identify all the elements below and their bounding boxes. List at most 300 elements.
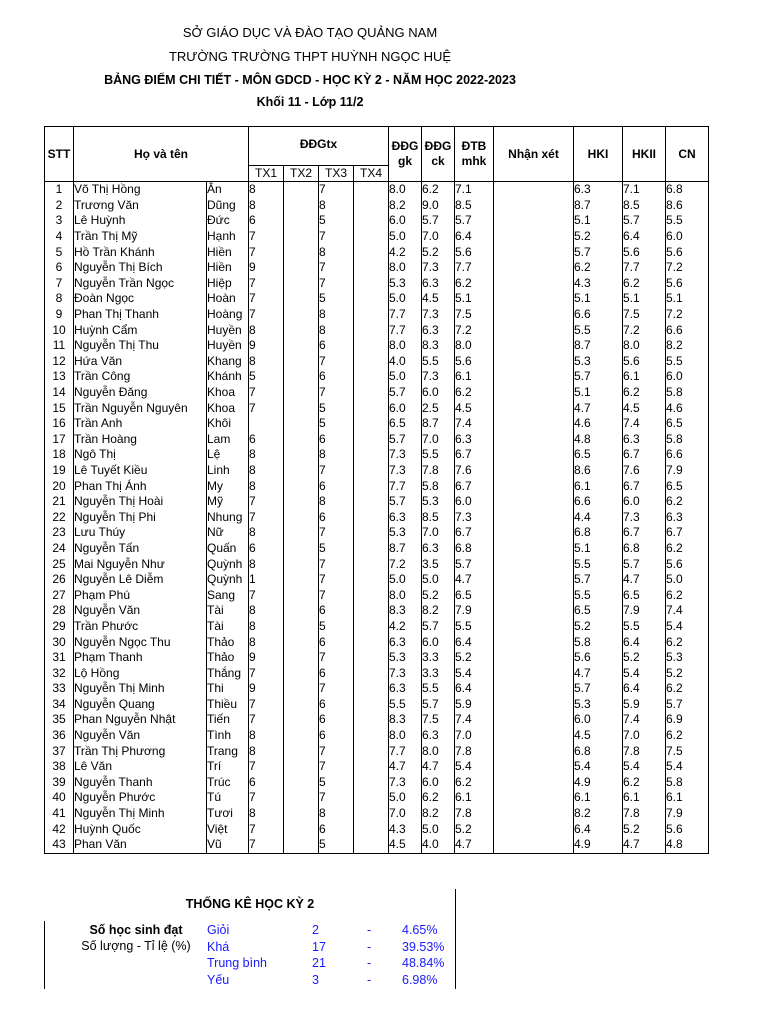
table-row <box>45 244 709 260</box>
tx4-cell <box>354 712 389 728</box>
given-name-cell: Việt <box>207 821 249 837</box>
hkii-cell: 5.7 <box>623 556 666 572</box>
tx2-cell <box>284 509 319 525</box>
tx2-cell <box>284 759 319 775</box>
tx1-cell: 7 <box>249 697 284 713</box>
ddg-ck-cell: 5.5 <box>422 354 455 370</box>
hki-cell: 6.2 <box>574 260 623 276</box>
hki-cell: 8.6 <box>574 463 623 479</box>
ddg-gk-cell: 5.3 <box>389 650 422 666</box>
ddg-gk-cell: 5.3 <box>389 525 422 541</box>
surname-cell: Nguyễn Lê Diễm <box>74 572 207 588</box>
hkii-cell: 5.2 <box>623 821 666 837</box>
header-ddgtx: ĐĐGtx <box>249 127 389 166</box>
tx1-cell: 7 <box>249 665 284 681</box>
dtb-cell: 7.6 <box>455 463 494 479</box>
table-row <box>45 291 709 307</box>
hki-cell: 4.3 <box>574 276 623 292</box>
hki-cell: 5.2 <box>574 229 623 245</box>
ddg-gk-cell: 6.3 <box>389 509 422 525</box>
ddg-gk-cell: 8.2 <box>389 198 422 214</box>
hkii-cell: 7.4 <box>623 712 666 728</box>
table-row <box>45 541 709 557</box>
ddg-gk-cell: 6.0 <box>389 400 422 416</box>
tx4-cell <box>354 369 389 385</box>
given-name-cell: Mỹ <box>207 494 249 510</box>
cn-cell: 6.5 <box>666 478 709 494</box>
dtb-cell: 6.7 <box>455 478 494 494</box>
tx3-cell: 6 <box>319 509 354 525</box>
hki-cell: 5.7 <box>574 369 623 385</box>
tx4-cell <box>354 775 389 791</box>
ddg-gk-cell: 8.0 <box>389 587 422 603</box>
stats-rank: Khá <box>207 939 230 954</box>
hki-cell: 5.7 <box>574 244 623 260</box>
given-name-cell: Hiền <box>207 260 249 276</box>
given-name-cell: Hạnh <box>207 229 249 245</box>
table-row <box>45 213 709 229</box>
dtb-cell: 5.7 <box>455 213 494 229</box>
nhan-xet-cell <box>494 619 574 635</box>
ddg-gk-cell: 4.0 <box>389 354 422 370</box>
tx4-cell <box>354 821 389 837</box>
ddg-ck-cell: 8.3 <box>422 338 455 354</box>
given-name-cell: Quỳnh <box>207 556 249 572</box>
stt-cell: 15 <box>45 400 74 416</box>
ddg-ck-cell: 5.7 <box>422 697 455 713</box>
stt-cell: 18 <box>45 447 74 463</box>
cn-cell: 5.4 <box>666 759 709 775</box>
nhan-xet-cell <box>494 650 574 666</box>
tx3-cell: 7 <box>319 743 354 759</box>
ddg-gk-cell: 4.2 <box>389 244 422 260</box>
ddg-ck-cell: 6.2 <box>422 790 455 806</box>
dtb-cell: 7.7 <box>455 260 494 276</box>
hkii-cell: 5.1 <box>623 291 666 307</box>
given-name-cell: Thắng <box>207 665 249 681</box>
tx3-cell: 7 <box>319 650 354 666</box>
tx4-cell <box>354 307 389 323</box>
cn-cell: 7.2 <box>666 260 709 276</box>
ddg-gk-cell: 7.7 <box>389 478 422 494</box>
stt-cell: 24 <box>45 541 74 557</box>
ddg-ck-cell: 5.0 <box>422 821 455 837</box>
stt-cell: 29 <box>45 619 74 635</box>
nhan-xet-cell <box>494 665 574 681</box>
ddg-gk-cell: 7.3 <box>389 775 422 791</box>
header-tx3: TX3 <box>319 166 354 182</box>
hki-cell: 5.3 <box>574 697 623 713</box>
table-row <box>45 494 709 510</box>
tx3-cell: 7 <box>319 385 354 401</box>
ddg-ck-cell: 6.3 <box>422 276 455 292</box>
ddg-gk-cell: 5.3 <box>389 276 422 292</box>
stt-cell: 37 <box>45 743 74 759</box>
tx2-cell <box>284 198 319 214</box>
given-name-cell: Huyền <box>207 322 249 338</box>
stt-cell: 30 <box>45 634 74 650</box>
nhan-xet-cell <box>494 354 574 370</box>
nhan-xet-cell <box>494 572 574 588</box>
hki-cell: 4.7 <box>574 665 623 681</box>
tx4-cell <box>354 463 389 479</box>
hki-cell: 6.5 <box>574 447 623 463</box>
table-row <box>45 759 709 775</box>
tx3-cell: 7 <box>319 525 354 541</box>
given-name-cell: Hoàn <box>207 291 249 307</box>
tx3-cell: 8 <box>319 307 354 323</box>
tx3-cell: 5 <box>319 400 354 416</box>
table-row <box>45 478 709 494</box>
cn-cell: 5.0 <box>666 572 709 588</box>
tx4-cell <box>354 541 389 557</box>
tx4-cell <box>354 432 389 448</box>
table-row <box>45 322 709 338</box>
hkii-cell: 6.5 <box>623 587 666 603</box>
tx4-cell <box>354 619 389 635</box>
stats-title: THỐNG KÊ HỌC KỲ 2 <box>185 897 315 911</box>
tx4-cell <box>354 697 389 713</box>
stats-dash: - <box>367 956 372 970</box>
surname-cell: Trần Anh <box>74 416 207 432</box>
surname-cell: Phan Nguyễn Nhật <box>74 712 207 728</box>
stt-cell: 4 <box>45 229 74 245</box>
tx3-cell: 7 <box>319 260 354 276</box>
stt-cell: 33 <box>45 681 74 697</box>
dtb-cell: 5.4 <box>455 665 494 681</box>
surname-cell: Nguyễn Thị Bích <box>74 260 207 276</box>
ddg-gk-cell: 8.3 <box>389 603 422 619</box>
tx3-cell: 8 <box>319 806 354 822</box>
surname-cell: Nguyễn Trần Ngọc <box>74 276 207 292</box>
nhan-xet-cell <box>494 369 574 385</box>
ddg-gk-cell: 4.2 <box>389 619 422 635</box>
tx4-cell <box>354 759 389 775</box>
cn-cell: 6.2 <box>666 541 709 557</box>
surname-cell: Mai Nguyễn Như <box>74 556 207 572</box>
ddg-gk-cell: 6.3 <box>389 681 422 697</box>
nhan-xet-cell <box>494 198 574 214</box>
tx2-cell <box>284 572 319 588</box>
ddg-ck-cell: 7.3 <box>422 260 455 276</box>
surname-cell: Trần Công <box>74 369 207 385</box>
dtb-cell: 6.3 <box>455 432 494 448</box>
header-tx4: TX4 <box>354 166 389 182</box>
tx2-cell <box>284 260 319 276</box>
table-row <box>45 712 709 728</box>
surname-cell: Nguyễn Thanh <box>74 775 207 791</box>
dtb-cell: 7.0 <box>455 728 494 744</box>
tx3-cell: 7 <box>319 276 354 292</box>
ddg-ck-cell: 4.0 <box>422 837 455 853</box>
hki-cell: 6.6 <box>574 494 623 510</box>
stats-pct: 6.98% <box>402 972 438 987</box>
nhan-xet-cell <box>494 634 574 650</box>
tx2-cell <box>284 603 319 619</box>
cn-cell: 6.2 <box>666 681 709 697</box>
tx2-cell <box>284 775 319 791</box>
nhan-xet-cell <box>494 463 574 479</box>
stt-cell: 3 <box>45 213 74 229</box>
tx1-cell: 8 <box>249 525 284 541</box>
tx4-cell <box>354 665 389 681</box>
hki-cell: 5.5 <box>574 587 623 603</box>
dtb-cell: 6.7 <box>455 525 494 541</box>
table-row <box>45 837 709 853</box>
hki-cell: 8.7 <box>574 338 623 354</box>
surname-cell: Phan Thị Ánh <box>74 478 207 494</box>
hki-cell: 6.3 <box>574 182 623 198</box>
ddg-ck-cell: 2.5 <box>422 400 455 416</box>
surname-cell: Nguyễn Thị Minh <box>74 681 207 697</box>
tx4-cell <box>354 603 389 619</box>
tx2-cell <box>284 447 319 463</box>
cn-cell: 7.5 <box>666 743 709 759</box>
dtb-cell: 6.5 <box>455 587 494 603</box>
tx1-cell: 8 <box>249 634 284 650</box>
table-row <box>45 229 709 245</box>
hki-cell: 4.9 <box>574 837 623 853</box>
stt-cell: 8 <box>45 291 74 307</box>
tx2-cell <box>284 400 319 416</box>
ddg-gk-cell: 7.7 <box>389 322 422 338</box>
tx2-cell <box>284 650 319 666</box>
table-row <box>45 619 709 635</box>
hkii-cell: 7.4 <box>623 416 666 432</box>
surname-cell: Nguyễn Thị Minh <box>74 806 207 822</box>
tx1-cell: 7 <box>249 307 284 323</box>
tx2-cell <box>284 587 319 603</box>
stats-rank: Giỏi <box>207 923 230 937</box>
dtb-cell: 7.8 <box>455 806 494 822</box>
header-title: BẢNG ĐIỂM CHI TIẾT - MÔN GDCD - HỌC KỲ 2 - NĂM HỌC 2022-2023 <box>104 73 516 87</box>
header-department: SỞ GIÁO DỤC VÀ ĐÀO TẠO QUẢNG NAM <box>182 25 438 40</box>
tx1-cell: 7 <box>249 291 284 307</box>
hki-cell: 5.5 <box>574 556 623 572</box>
cn-cell: 5.6 <box>666 244 709 260</box>
given-name-cell: Dũng <box>207 198 249 214</box>
given-name-cell: Tài <box>207 603 249 619</box>
tx4-cell <box>354 556 389 572</box>
ddg-gk-cell: 8.0 <box>389 728 422 744</box>
hkii-cell: 7.5 <box>623 307 666 323</box>
stt-cell: 39 <box>45 775 74 791</box>
given-name-cell: Lệ <box>207 447 249 463</box>
tx3-cell: 6 <box>319 697 354 713</box>
table-row <box>45 182 709 198</box>
ddg-ck-cell: 9.0 <box>422 198 455 214</box>
stt-cell: 41 <box>45 806 74 822</box>
ddg-gk-cell: 7.7 <box>389 307 422 323</box>
hkii-cell: 6.1 <box>623 369 666 385</box>
given-name-cell: Thảo <box>207 634 249 650</box>
stats-count: 3 <box>312 972 319 987</box>
ddg-ck-cell: 8.2 <box>422 603 455 619</box>
hkii-cell: 6.8 <box>623 541 666 557</box>
tx4-cell <box>354 198 389 214</box>
table-row <box>45 447 709 463</box>
tx2-cell <box>284 182 319 198</box>
tx3-cell: 7 <box>319 556 354 572</box>
hki-cell: 4.6 <box>574 416 623 432</box>
hki-cell: 5.7 <box>574 681 623 697</box>
hkii-cell: 5.6 <box>623 244 666 260</box>
given-name-cell: Quỳnh <box>207 572 249 588</box>
dtb-cell: 5.1 <box>455 291 494 307</box>
hki-cell: 4.4 <box>574 509 623 525</box>
hkii-cell: 5.9 <box>623 697 666 713</box>
tx4-cell <box>354 400 389 416</box>
header-school: TRƯỜNG TRƯỜNG THPT HUỲNH NGỌC HUỆ <box>168 49 452 64</box>
given-name-cell: Khánh <box>207 369 249 385</box>
hkii-cell: 7.1 <box>623 182 666 198</box>
surname-cell: Võ Thị Hồng <box>74 182 207 198</box>
ddg-gk-cell: 8.0 <box>389 182 422 198</box>
surname-cell: Phạm Thanh <box>74 650 207 666</box>
tx4-cell <box>354 478 389 494</box>
tx3-cell: 5 <box>319 541 354 557</box>
stats-row <box>207 923 457 939</box>
hkii-cell: 5.6 <box>623 354 666 370</box>
tx1-cell: 8 <box>249 322 284 338</box>
tx1-cell: 6 <box>249 775 284 791</box>
nhan-xet-cell <box>494 478 574 494</box>
hkii-cell: 5.5 <box>623 619 666 635</box>
cn-cell: 6.8 <box>666 182 709 198</box>
nhan-xet-cell <box>494 681 574 697</box>
table-row <box>45 369 709 385</box>
tx1-cell: 9 <box>249 650 284 666</box>
cn-cell: 6.9 <box>666 712 709 728</box>
tx2-cell <box>284 338 319 354</box>
stt-cell: 7 <box>45 276 74 292</box>
tx2-cell <box>284 665 319 681</box>
hki-cell: 6.8 <box>574 743 623 759</box>
given-name-cell: Trí <box>207 759 249 775</box>
tx2-cell <box>284 837 319 853</box>
stt-cell: 22 <box>45 509 74 525</box>
tx3-cell: 5 <box>319 837 354 853</box>
dtb-cell: 5.5 <box>455 619 494 635</box>
hkii-cell: 8.0 <box>623 338 666 354</box>
cn-cell: 8.2 <box>666 338 709 354</box>
tx4-cell <box>354 244 389 260</box>
hki-cell: 6.8 <box>574 525 623 541</box>
ddg-ck-cell: 5.8 <box>422 478 455 494</box>
nhan-xet-cell <box>494 322 574 338</box>
tx2-cell <box>284 790 319 806</box>
ddg-ck-cell: 5.2 <box>422 244 455 260</box>
ddg-ck-cell: 4.5 <box>422 291 455 307</box>
tx1-cell: 5 <box>249 369 284 385</box>
tx1-cell: 8 <box>249 198 284 214</box>
hkii-cell: 4.7 <box>623 572 666 588</box>
tx1-cell: 9 <box>249 260 284 276</box>
nhan-xet-cell <box>494 291 574 307</box>
tx3-cell: 7 <box>319 182 354 198</box>
tx4-cell <box>354 229 389 245</box>
tx4-cell <box>354 806 389 822</box>
given-name-cell: Tài <box>207 619 249 635</box>
dtb-cell: 7.3 <box>455 509 494 525</box>
table-row <box>45 400 709 416</box>
cn-cell: 6.6 <box>666 447 709 463</box>
tx4-cell <box>354 650 389 666</box>
nhan-xet-cell <box>494 213 574 229</box>
stt-cell: 40 <box>45 790 74 806</box>
hki-cell: 5.1 <box>574 291 623 307</box>
ddg-ck-cell: 5.2 <box>422 587 455 603</box>
hki-cell: 5.8 <box>574 634 623 650</box>
surname-cell: Lê Tuyết Kiều <box>74 463 207 479</box>
stt-cell: 26 <box>45 572 74 588</box>
tx4-cell <box>354 681 389 697</box>
cn-cell: 5.8 <box>666 385 709 401</box>
cn-cell: 5.6 <box>666 821 709 837</box>
table-row <box>45 806 709 822</box>
table-row <box>45 416 709 432</box>
given-name-cell: Sang <box>207 587 249 603</box>
surname-cell: Hứa Văn <box>74 354 207 370</box>
tx4-cell <box>354 354 389 370</box>
tx2-cell <box>284 525 319 541</box>
tx3-cell: 7 <box>319 229 354 245</box>
given-name-cell: Thiều <box>207 697 249 713</box>
hkii-cell: 5.7 <box>623 213 666 229</box>
dtb-cell: 7.5 <box>455 307 494 323</box>
ddg-gk-cell: 5.0 <box>389 229 422 245</box>
dtb-cell: 6.2 <box>455 775 494 791</box>
ddg-gk-cell: 6.0 <box>389 213 422 229</box>
dtb-cell: 6.8 <box>455 541 494 557</box>
ddg-ck-cell: 3.5 <box>422 556 455 572</box>
tx3-cell: 6 <box>319 432 354 448</box>
ddg-ck-cell: 5.5 <box>422 447 455 463</box>
nhan-xet-cell <box>494 697 574 713</box>
hki-cell: 5.5 <box>574 322 623 338</box>
cn-cell: 5.1 <box>666 291 709 307</box>
cn-cell: 6.2 <box>666 728 709 744</box>
given-name-cell: Khoa <box>207 385 249 401</box>
tx4-cell <box>354 260 389 276</box>
tx4-cell <box>354 728 389 744</box>
cn-cell: 5.4 <box>666 619 709 635</box>
table-row <box>45 432 709 448</box>
stt-cell: 31 <box>45 650 74 666</box>
header-hki: HKI <box>574 127 623 182</box>
dtb-cell: 6.2 <box>455 276 494 292</box>
tx4-cell <box>354 587 389 603</box>
hkii-cell: 7.2 <box>623 322 666 338</box>
hkii-cell: 7.7 <box>623 260 666 276</box>
given-name-cell: Vũ <box>207 837 249 853</box>
tx1-cell: 8 <box>249 743 284 759</box>
tx1-cell: 8 <box>249 182 284 198</box>
ddg-gk-cell: 5.5 <box>389 697 422 713</box>
surname-cell: Nguyễn Đăng <box>74 385 207 401</box>
tx2-cell <box>284 276 319 292</box>
stt-cell: 17 <box>45 432 74 448</box>
tx1-cell: 7 <box>249 790 284 806</box>
table-row <box>45 260 709 276</box>
ddg-gk-cell: 4.7 <box>389 759 422 775</box>
cn-cell: 7.2 <box>666 307 709 323</box>
cn-cell: 5.8 <box>666 775 709 791</box>
stt-cell: 14 <box>45 385 74 401</box>
ddg-ck-cell: 6.3 <box>422 322 455 338</box>
given-name-cell: Thi <box>207 681 249 697</box>
tx4-cell <box>354 837 389 853</box>
